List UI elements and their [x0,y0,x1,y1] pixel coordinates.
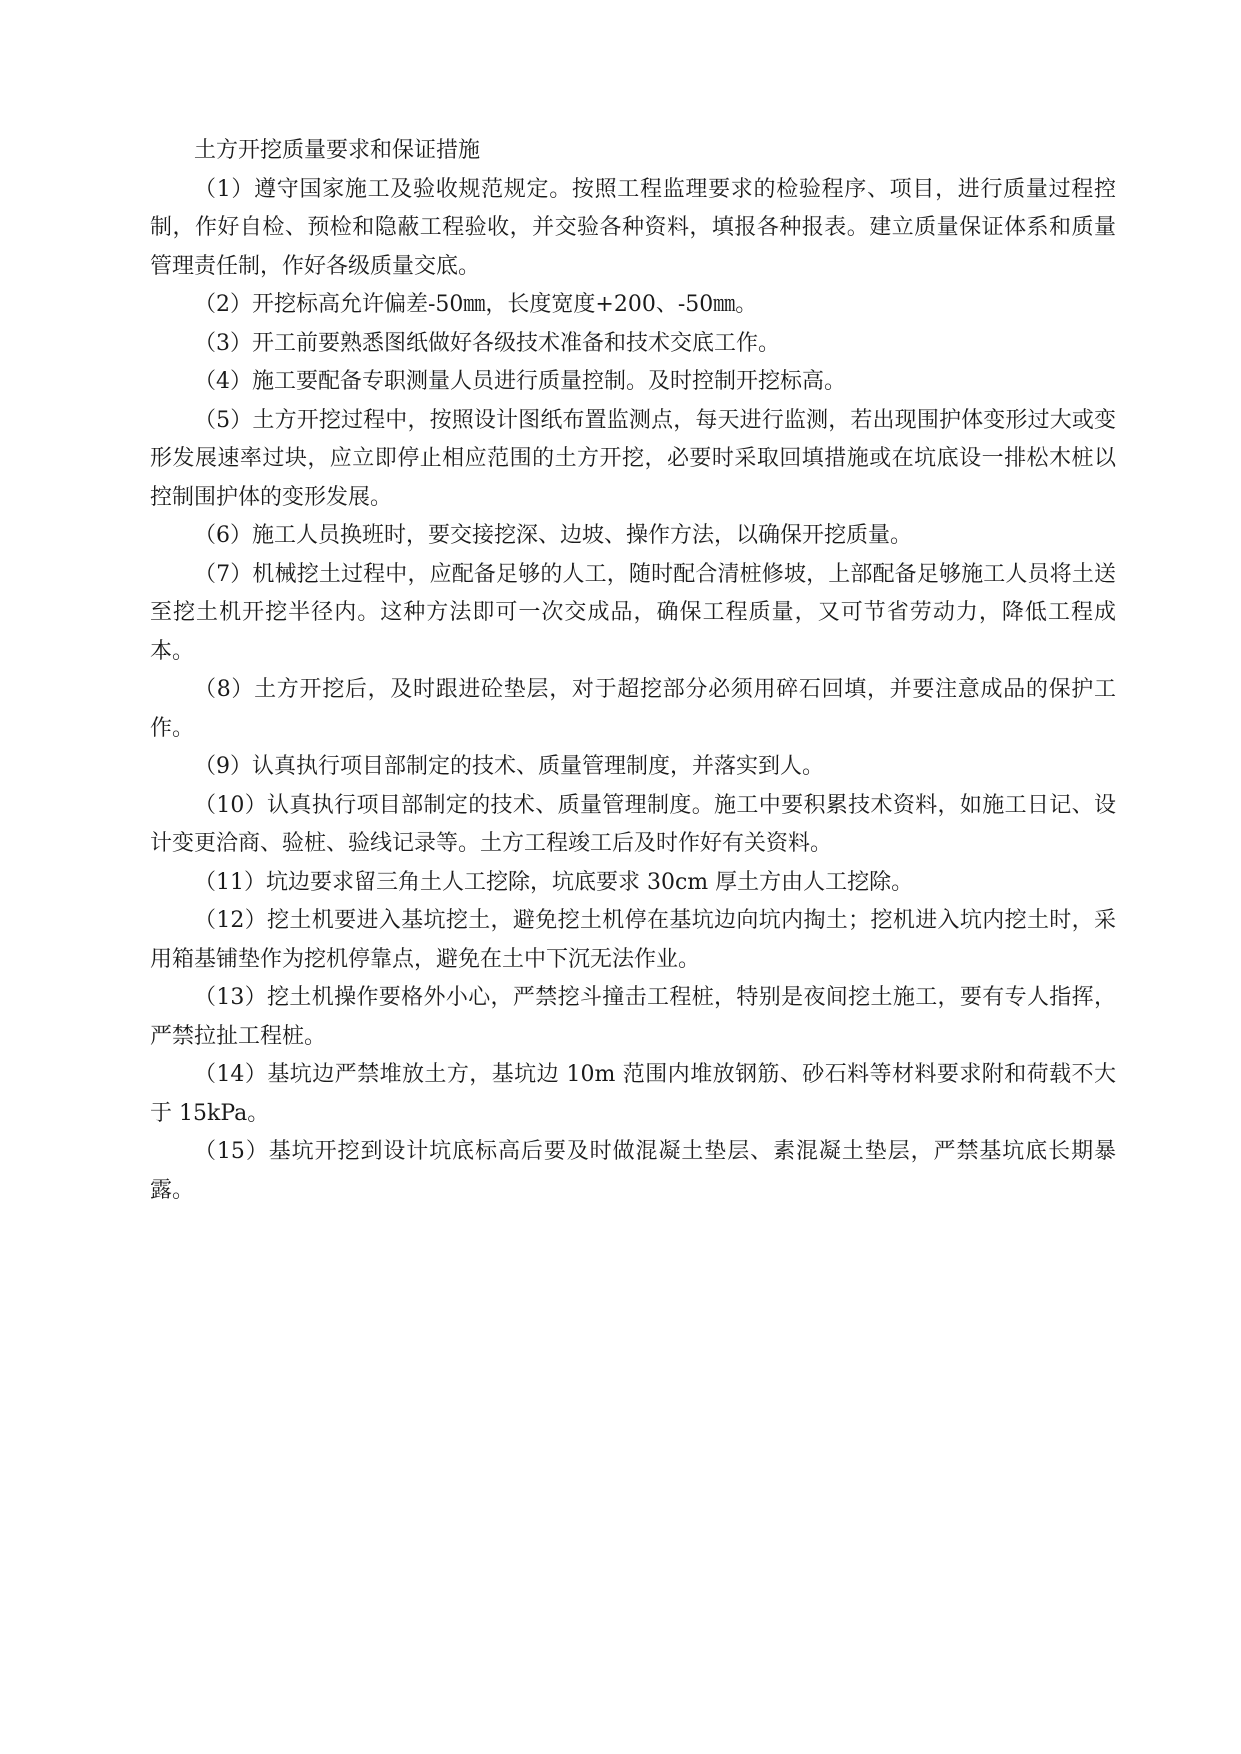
paragraph-4: （4）施工要配备专职测量人员进行质量控制。及时控制开挖标高。 [194,369,846,394]
paragraph-2: （2）开挖标高允许偏差-50㎜，长度宽度+200、-50㎜。 [194,292,758,317]
paragraph-14: （14）基坑边严禁堆放土方，基坑边 10m 范围内堆放钢筋、砂石料等材料要求附和荷载不大于 15kPa。 [150,1062,1116,1126]
paragraph-13: （13）挖土机操作要格外小心，严禁挖斗撞击工程桩，特别是夜间挖土施工，要有专人指挥，严禁拉扯工程桩。 [150,985,1116,1049]
paragraph-7: （7）机械挖土过程中，应配备足够的人工，随时配合清桩修坡，上部配备足够施工人员将土送至挖土机开挖半径内。这种方法即可一次交成品，确保工程质量，又可节省劳动力，降低工程成本。 [150,561,1116,664]
paragraph-1: （1）遵守国家施工及验收规范规定。按照工程监理要求的检验程序、项目，进行质量过程控制，作好自检、预检和隐蔽工程验收，并交验各种资料，填报各种报表。建立质量保证体系和质量管理责任制，作好各级质量交底。 [150,176,1116,279]
paragraph-5: （5）土方开挖过程中，按照设计图纸布置监测点，每天进行监测，若出现围护体变形过大或变形发展速率过块，应立即停止相应范围的土方开挖，必要时采取回填措施或在坑底设一排松木桩以控制围护体的变形发展。 [150,407,1116,510]
paragraph-10: （10）认真执行项目部制定的技术、质量管理制度。施工中要积累技术资料，如施工日记、设计变更洽商、验桩、验线记录等。土方工程竣工后及时作好有关资料。 [150,792,1116,856]
paragraph-15: （15）基坑开挖到设计坑底标高后要及时做混凝土垫层、素混凝土垫层，严禁基坑底长期暴露。 [150,1139,1116,1203]
paragraph-8: （8）土方开挖后，及时跟进砼垫层，对于超挖部分必须用碎石回填，并要注意成品的保护工作。 [150,677,1116,741]
document-body [150,132,1116,1210]
paragraph-12: （12）挖土机要进入基坑挖土，避免挖土机停在基坑边向坑内掏土；挖机进入坑内挖土时，采用箱基铺垫作为挖机停靠点，避免在土中下沉无法作业。 [150,908,1116,972]
paragraph-6: （6）施工人员换班时，要交接挖深、边坡、操作方法，以确保开挖质量。 [194,523,912,548]
section-title: 土方开挖质量要求和保证措施 [194,138,481,163]
paragraph-11: （11）坑边要求留三角土人工挖除，坑底要求 30cm 厚土方由人工挖除。 [194,869,914,895]
paragraph-3: （3）开工前要熟悉图纸做好各级技术准备和技术交底工作。 [194,330,780,356]
paragraph-9: （9）认真执行项目部制定的技术、质量管理制度，并落实到人。 [194,754,824,779]
